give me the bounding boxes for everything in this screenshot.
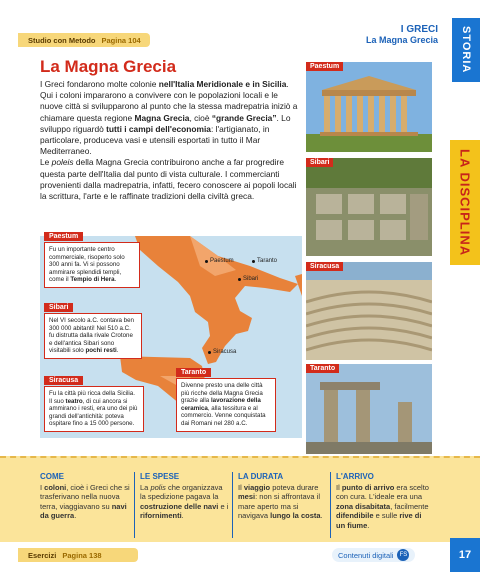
text: , cioè i Greci che si trasferivano nella nuova terra, viaggiavano su: [40, 483, 130, 511]
text: , di cui ancora si ammirano i resti, era uno dei più grandi dell'antichità: poteva ospitare fino a 15 000 persone.: [49, 397, 138, 428]
city-sibari: [238, 276, 258, 282]
section-header: [366, 24, 438, 45]
text-bold: zona disabitata: [336, 501, 391, 511]
columns-image: [306, 364, 432, 454]
text: era scelto con cura. L'ideale era una: [336, 483, 429, 502]
text: , alla tessitura e al commercio. Venne conquistata dai Romani nel 280 a.C.: [181, 404, 266, 427]
info-col-come: [40, 472, 130, 521]
method-label: Studio con Metodo: [28, 35, 96, 45]
digital-label: Contenuti digitali: [338, 550, 394, 560]
siracusa-box: [44, 386, 144, 432]
text-bold: mesi: [238, 492, 256, 502]
city-dot: [252, 260, 255, 263]
text-bold: teatro: [65, 397, 83, 405]
info-heading: LA DURATA: [238, 472, 284, 481]
text: e i: [218, 501, 229, 511]
city-label: Siracusa: [213, 349, 237, 355]
text-bold: viaggio: [243, 483, 271, 492]
info-text: [40, 483, 130, 521]
exercises-page: Pagina 138: [62, 550, 102, 560]
info-col-durata: [238, 472, 328, 521]
text: .: [114, 276, 117, 284]
tab-storia[interactable]: [452, 18, 480, 82]
text-italic: polis: [150, 483, 166, 492]
text: Il: [336, 483, 342, 492]
photo-label: Sibari: [306, 158, 333, 167]
info-heading: COME: [40, 472, 64, 481]
text-bold: punto di arrivo: [341, 483, 395, 492]
city-paestum: [205, 258, 234, 264]
photo-label: Taranto: [306, 364, 339, 373]
photo-sibari: [306, 158, 432, 256]
sibari-label: Sibari: [44, 303, 73, 312]
digital-content-link[interactable]: [332, 548, 415, 562]
text: . Qui i coloni impararono a convivere con le popolazioni locali e le nuove città si svilupparono al punto che la stessa madrepatria iniziò a chiamare questa regione: [40, 79, 298, 123]
city-dot: [208, 351, 211, 354]
paestum-box: [44, 242, 140, 288]
text-bold: tutti i campi dell'economia: [106, 123, 211, 134]
tab-disciplina-label: LA DISCIPLINA: [457, 148, 473, 257]
text: che organizzava la spedizione pagava la: [140, 483, 223, 502]
digital-content-icon: FS: [397, 549, 409, 561]
text-italic: poleis: [51, 157, 74, 168]
city-label: Sibari: [243, 276, 259, 282]
text: .: [320, 511, 323, 521]
info-text: [336, 483, 432, 530]
photo-taranto: [306, 364, 432, 454]
divider: [330, 472, 331, 538]
text: Nel VI secolo a.C. contava ben 300 000 abitanti! Nel 510 a.C. fu distrutta dalla rivale Crotone e dell'antica Sibari sono visitabili solo: [49, 317, 134, 355]
text: .: [74, 511, 77, 521]
photo-label: Siracusa: [306, 262, 343, 271]
photo-label: Paestum: [306, 62, 343, 71]
text-bold: lavorazione della ceramica: [181, 397, 261, 412]
page-number: 17: [450, 538, 480, 572]
text-bold: rive di un fiume: [336, 511, 422, 530]
text: poteva durare: [270, 483, 319, 492]
method-page: Pagina 104: [101, 35, 141, 45]
magna-grecia-map: [40, 233, 302, 438]
city-taranto: [252, 258, 277, 264]
text: : non si affrontava il mare aperto ma si navigava: [238, 492, 321, 521]
text: .: [116, 347, 119, 355]
city-label: Paestum: [210, 258, 234, 264]
info-col-spese: [140, 472, 230, 521]
text-bold: difendibile: [336, 511, 374, 521]
tab-disciplina[interactable]: [450, 140, 480, 265]
paragraph-2: [40, 157, 302, 202]
text: I Greci fondarono molte colonie: [40, 79, 159, 89]
text-bold: nell'Italia Meridionale e in Sicilia: [158, 79, 287, 89]
exercises-label: Esercizi: [28, 550, 57, 560]
info-text: [140, 483, 230, 521]
text-bold: “grande Grecia”: [211, 112, 277, 123]
text-bold: pochi resti: [85, 347, 117, 355]
paestum-label: Paestum: [44, 232, 83, 241]
exercises-tag[interactable]: [18, 548, 138, 562]
text: . Lo sviluppo riguardò: [40, 112, 291, 134]
text-bold: rifornimenti: [140, 511, 182, 521]
text: .: [181, 511, 184, 521]
ruins-image: [306, 158, 432, 256]
text: Fu un importante centro commerciale, risoperto solo 300 anni fa. Vi si possono ammirare splendidi templi, come il: [49, 246, 125, 284]
divider: [134, 472, 135, 538]
text-bold: Tempio di Hera: [70, 276, 115, 284]
text: I: [40, 483, 45, 492]
info-heading: LE SPESE: [140, 472, 180, 481]
subject-title: I GRECI: [400, 24, 438, 35]
text: Fu la città più ricca della Sicilia. Il suo: [49, 390, 135, 405]
photo-paestum: [306, 62, 432, 152]
text-bold: Magna Grecia: [134, 112, 190, 123]
city-siracusa: [208, 349, 236, 355]
taranto-box: [176, 378, 276, 432]
info-col-arrivo: [336, 472, 432, 530]
theatre-image: [306, 262, 432, 360]
text: e sulle: [373, 511, 400, 521]
text: , facilmente: [390, 501, 429, 511]
siracusa-label: Siracusa: [44, 376, 83, 385]
city-dot: [205, 260, 208, 263]
taranto-label: Taranto: [176, 368, 211, 377]
text: Il: [238, 483, 244, 492]
sibari-box: [44, 313, 142, 359]
city-label: Taranto: [257, 258, 278, 264]
text: La: [140, 483, 151, 492]
text: Le: [40, 157, 52, 168]
info-text: [238, 483, 328, 521]
text-bold: lungo la costa: [270, 511, 321, 521]
text: .: [367, 520, 370, 530]
top-method-tag[interactable]: [18, 33, 150, 47]
text-bold: coloni: [44, 483, 67, 492]
topic-title: La Magna Grecia: [365, 35, 438, 45]
photo-siracusa: [306, 262, 432, 360]
text: della Magna Grecia contribuirono anche a far progredire questa parte dell'Italia dal punto di vista culturale. I commercianti provenienti dalla madrepatria, infatti, fecero conoscere ai popoli locali la scrittura, l'arte e le raffinate tradizioni della civiltà greca.: [40, 157, 297, 202]
temple-image: [306, 62, 432, 152]
text: : l'artigianato, in particolare, produceva vasi e utensili esportati in tutto il Mar Mediterraneo.: [40, 123, 270, 157]
text-bold: costruzione delle navi: [140, 501, 219, 511]
city-dot: [238, 278, 241, 281]
text: , cioè: [189, 112, 212, 123]
text-bold: navi da guerra: [40, 501, 127, 521]
page-title: La Magna Grecia: [40, 57, 177, 76]
divider: [232, 472, 233, 538]
paragraph-1: [40, 79, 302, 157]
tab-storia-label: STORIA: [460, 26, 472, 74]
info-heading: L'ARRIVO: [336, 472, 374, 481]
article-body: [40, 79, 302, 202]
text: Divenne presto una delle città più ricche della Magna Grecia grazie alla: [181, 382, 263, 405]
